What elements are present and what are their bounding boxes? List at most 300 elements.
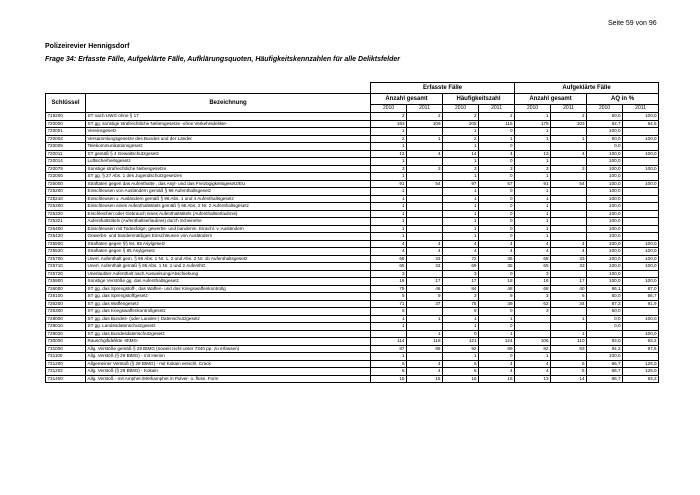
cell-value: 82 [515,345,551,353]
cell-desc: ST gg. das Sprengstoff-, das Waffen- und das Kriegswaffenkontrollg [86,285,371,293]
cell-value: 4 [515,360,551,368]
cell-value: 100,0 [587,180,623,188]
cell-value: 91 [515,180,551,188]
cell-value [623,158,659,166]
cell-value: 1 [371,173,407,181]
cell-value: 1 [515,203,551,211]
cell-key: 731202 [46,368,86,376]
cell-value: 16 [371,278,407,286]
cell-key: 731100 [46,353,86,361]
cell-value: 103 [551,120,587,128]
cell-value: 3 [515,270,551,278]
cell-value: 9 [407,293,443,301]
cell-value: 91 [371,180,407,188]
cell-desc: Luftsicherheitsgesetz [86,158,371,166]
cell-value: 1 [443,143,479,151]
cell-value: 100,0 [587,150,623,158]
cell-value: 68 [515,285,551,293]
cell-key: 720079 [46,165,86,173]
cell-desc: Rauschgiftdelikte -BtMG- [86,338,371,346]
table-row [46,210,659,218]
cell-value: 1 [371,225,407,233]
table-row [46,150,659,158]
cell-desc: Allg. Verstöß (§ 29 BtMG) - mit Heroin [86,353,371,361]
cell-value [551,210,587,218]
cell-value: 125,0 [623,368,659,376]
cell-value [407,188,443,196]
table-row [46,293,659,301]
cell-value: 5 [371,308,407,316]
cell-value: 1 [371,323,407,331]
cell-value: 1 [443,128,479,136]
cell-desc: Sonstige Verstöße gg. das Aufenthaltsgesetz [86,278,371,286]
cell-value [623,210,659,218]
cell-value [407,173,443,181]
cell-value: 3 [443,270,479,278]
cell-value: 1 [515,353,551,361]
cell-key: 725200 [46,188,86,196]
header-schluessel: Schlüssel [46,94,86,113]
cell-value: 75 [443,300,479,308]
cell-value: 1 [371,233,407,241]
cell-value: 4 [515,240,551,248]
cell-value [551,353,587,361]
cell-key: 725900 [46,278,86,286]
cell-value [407,323,443,331]
cell-value: 114 [371,338,407,346]
cell-value: 0,0 [587,315,623,323]
cell-value: 62 [515,300,551,308]
page-number: Seite 59 von 96 [608,20,657,27]
cell-value: 65 [515,263,551,271]
table-row [46,255,659,263]
table-row [46,263,659,271]
cell-value: 54 [407,180,443,188]
cell-value: 33 [551,255,587,263]
cell-value [623,173,659,181]
cell-key: 725500 [46,240,86,248]
cell-value: 4 [551,150,587,158]
cell-value: 100,0 [587,128,623,136]
cell-desc: Einschleusen v. Ausländern gemäß § 96 Abs. 1 und 4 Aufenthaltsgesetz [86,195,371,203]
cell-key: 725000 [46,180,86,188]
cell-desc: ST gg. Landesdatenschutzgesetz [86,323,371,331]
cell-value: 33 [407,263,443,271]
cell-value: 93,3 [623,375,659,383]
cell-value: 91,9 [623,300,659,308]
cell-desc: Allg. Verstoß (§ 29 BtMG) - Kokain [86,368,371,376]
cell-value: 0 [479,128,515,136]
cell-desc: Einschleusen von Ausländern gemäß § 96 Aufenthaltsgesetz [86,188,371,196]
cell-value: 100,0 [623,263,659,271]
cell-value: 0 [443,330,479,338]
cell-value: 100,0 [587,278,623,286]
cell-value: 3 [515,165,551,173]
cell-key: 722000 [46,173,86,181]
cell-key: 726200 [46,300,86,308]
table-row [46,360,659,368]
cell-value: 86,7 [587,375,623,383]
cell-value: 2 [371,135,407,143]
cell-value: 3 [443,293,479,301]
cell-value: 179 [515,120,551,128]
cell-value [551,225,587,233]
table-row [46,323,659,331]
cell-value: 1 [371,203,407,211]
org-name: Polizeirevier Hennigsdorf [45,43,130,50]
cell-value: 0 [479,233,515,241]
cell-value: 205 [443,120,479,128]
cell-value [623,143,659,151]
cell-value: 16 [515,278,551,286]
cell-value: 2 [443,135,479,143]
cell-value: 0 [479,210,515,218]
cell-desc: Unerl. Aufenthalt gemäß § 95 Abs. 1 Nr. 1 und 2 AufenthG [86,263,371,271]
cell-value: 0 [479,353,515,361]
cell-value: 17 [407,278,443,286]
table-row [46,285,659,293]
cell-value [407,195,443,203]
cell-value: 71 [371,300,407,308]
cell-value: 97,6 [623,345,659,353]
cell-value: 50,0 [587,113,623,121]
cell-key: 731200 [46,360,86,368]
cell-value: 46 [407,285,443,293]
cell-value: 4 [443,240,479,248]
cell-value: 3 [551,165,587,173]
cell-value: 16 [479,375,515,383]
cell-desc: Allg. Verstoß - mit Amphet./Methamphet in Pulver- o. flüss. Form [86,375,371,383]
cell-value: 1 [407,330,443,338]
cell-value: 124 [479,338,515,346]
cell-key: 725320 [46,210,86,218]
cell-value [551,218,587,226]
cell-value: 1 [515,113,551,121]
cell-desc: Vereinsgesetz [86,128,371,136]
cell-value [551,158,587,166]
cell-key: 731000 [46,345,86,353]
cell-value: 14 [443,150,479,158]
cell-value: 4 [407,150,443,158]
cell-value [551,233,587,241]
cell-value [551,173,587,181]
cell-desc: Sonstige strafrechtliche Nebengesetze [86,165,371,173]
cell-value: 100,0 [623,248,659,256]
cell-value [551,128,587,136]
cell-value: 4 [479,248,515,256]
cell-value: 50,0 [587,135,623,143]
cell-value: 4 [407,240,443,248]
cell-key: 720011 [46,150,86,158]
cell-value: 100,0 [587,233,623,241]
cell-value: 100,0 [587,218,623,226]
cell-key: 725520 [46,248,86,256]
cell-value: 1 [515,233,551,241]
cell-value: 93,0 [587,338,623,346]
cell-value: 33 [407,255,443,263]
cell-key: 730000 [46,338,86,346]
cell-value [551,143,587,151]
cell-value: 35 [479,263,515,271]
table-row [46,158,659,166]
cell-key: 728020 [46,330,86,338]
cell-key: 725420 [46,233,86,241]
cell-value: 118 [407,338,443,346]
cell-value: 193 [371,120,407,128]
cell-value [407,308,443,316]
table-row [46,240,659,248]
cell-value [407,143,443,151]
cell-value: 1 [443,210,479,218]
cell-value: 17 [443,278,479,286]
table-row [46,270,659,278]
cell-desc: ST gemäß § 4 Gewaltschutzgesetz [86,150,371,158]
cell-value: 13 [371,150,407,158]
cell-value: 1 [515,195,551,203]
cell-value: 1 [371,158,407,166]
table-row [46,203,659,211]
cell-value: 0 [479,203,515,211]
cell-value: 3 [443,165,479,173]
cell-value: 14 [551,375,587,383]
cell-key: 720014 [46,158,86,166]
cell-value: 2 [479,113,515,121]
header-bezeichnung: Bezeichnung [86,94,371,113]
header-haeufigkeit: Häufigkeitszahl [443,94,515,105]
cell-value: 3 [479,165,515,173]
header-anzahl-aufgeklaert: Anzahl gesamt [515,94,587,105]
cell-value [623,188,659,196]
cell-desc: ST gg. das Kriegswaffenkontrollgesetz [86,308,371,316]
cell-value: 0 [479,158,515,166]
cell-value: 60,0 [587,308,623,316]
cell-value: 100,0 [587,188,623,196]
cell-value [623,128,659,136]
table-row [46,308,659,316]
cell-value: 0 [479,225,515,233]
cell-value: 100,0 [623,180,659,188]
table-row [46,225,659,233]
header-year: 2011 [623,105,659,113]
cell-value [407,225,443,233]
cell-value: 85 [407,345,443,353]
cell-value [551,323,587,331]
cell-value: 1 [515,158,551,166]
table-row [46,218,659,226]
cell-value: 1 [479,135,515,143]
cell-value [515,143,551,151]
cell-value: 4 [479,150,515,158]
cell-value [407,353,443,361]
cell-value [551,308,587,316]
cell-value: 100,0 [587,225,623,233]
cell-value [407,210,443,218]
cell-key: 720009 [46,143,86,151]
cell-value: 94,5 [623,120,659,128]
cell-value: 4 [515,368,551,376]
cell-value: 100,0 [587,353,623,361]
cell-value: 100,0 [587,158,623,166]
cell-value: 3 [515,308,551,316]
cell-value: 18 [479,278,515,286]
cell-value: 65 [371,263,407,271]
cell-value: 4 [443,248,479,256]
cell-value [623,218,659,226]
cell-value: 100,0 [587,173,623,181]
cell-value: 5 [551,360,587,368]
cell-value: 0,0 [587,323,623,331]
cell-value: 100,0 [623,113,659,121]
cell-value: 1 [443,315,479,323]
cell-value [587,330,623,338]
cell-value: 1 [371,315,407,323]
header-year: 2011 [407,105,443,113]
cell-value: 4 [407,368,443,376]
cell-value: 100,0 [587,270,623,278]
cell-desc: Einschleusen mit Todesfolge; gewerbs- und bandenm. Einschl. v. Ausländern [86,225,371,233]
table-row [46,165,659,173]
cell-value: 92,7 [587,120,623,128]
cell-value: 79 [371,285,407,293]
table-row [46,330,659,338]
cell-value: 1 [515,225,551,233]
cell-value: 100,0 [623,165,659,173]
cell-value: 100,0 [587,210,623,218]
cell-desc: Unerl. Aufenthalt gem. § 95 Abs. 1 Nr. 1, 2 und Abs. 2 Nr. 1b Aufenthaltsgesetz [86,255,371,263]
cell-value [407,158,443,166]
cell-value: 1 [443,225,479,233]
cell-value [623,353,659,361]
cell-value: 1 [551,315,587,323]
cell-value: 1 [515,218,551,226]
header-year: 2010 [587,105,623,113]
table-row [46,248,659,256]
cell-value: 1 [443,353,479,361]
cell-value: 92 [443,345,479,353]
header-blank [46,83,371,94]
cell-value: 1 [443,218,479,226]
header-aufgeklaerte: Aufgeklärte Fälle [515,83,659,94]
cell-value: 83 [551,345,587,353]
cell-value: 84 [443,285,479,293]
cell-value: 1 [443,173,479,181]
table-row [46,128,659,136]
cell-value: 5 [551,368,587,376]
cell-value: 0 [479,195,515,203]
cell-value [407,233,443,241]
cell-value: 0 [479,218,515,226]
cell-value: 106 [515,338,551,346]
cell-value: 1 [443,195,479,203]
cell-value: 4 [371,248,407,256]
cell-value [623,270,659,278]
cell-key: 719200 [46,113,86,121]
cell-value [551,203,587,211]
cell-value: 100,0 [587,248,623,256]
cell-value: 4 [371,240,407,248]
statistics-table [45,82,659,383]
cell-value: 37 [407,300,443,308]
cell-desc: Gewerbs- und bandenmäßiges Einschleusen von Ausländern [86,233,371,241]
cell-value [515,330,551,338]
cell-value: 1 [407,135,443,143]
cell-value: 6 [443,360,479,368]
cell-value: 0 [479,308,515,316]
cell-key: 725300 [46,203,86,211]
cell-desc: Allgemeiner Verstoß (§ 29 BtMG) - mit Kokain einschl. Crack [86,360,371,368]
cell-value: 3 [407,165,443,173]
table-row [46,113,659,121]
cell-value: 13 [515,375,551,383]
table-row [46,195,659,203]
cell-desc: ST gg. das Bundes- (oder Landes-) Datenschutzgesetz [86,315,371,323]
cell-value: 0 [479,173,515,181]
header-year: 2011 [551,105,587,113]
cell-value: 1 [371,128,407,136]
cell-value: 1 [371,218,407,226]
cell-value: 3 [515,293,551,301]
cell-key: 725720 [46,270,86,278]
header-anzahl-erfasst: Anzahl gesamt [371,94,443,105]
cell-value: 100,0 [623,315,659,323]
cell-key: 725700 [46,255,86,263]
cell-value: 4 [407,360,443,368]
cell-value: 1 [515,128,551,136]
cell-value [623,225,659,233]
cell-value: 1 [443,323,479,331]
cell-desc: ST gg. das Bundesdatenschutzgesetz [86,330,371,338]
cell-value: 66,7 [587,360,623,368]
cell-key: 720001 [46,128,86,136]
cell-value: 57 [479,180,515,188]
header-year: 2010 [515,105,551,113]
cell-value: 110 [551,338,587,346]
cell-value: 68 [371,255,407,263]
header-erfasste: Erfasste Fälle [371,83,515,94]
cell-value: 66,7 [587,368,623,376]
cell-value: 0 [479,270,515,278]
cell-value [623,308,659,316]
cell-value: 15 [407,375,443,383]
table-row [46,120,659,128]
table-row [46,300,659,308]
cell-desc: Erschleichen oder Gebrauch eines Aufenthaltstitels (Aufenthaltserlaubnis) [86,210,371,218]
cell-value: 1 [551,330,587,338]
cell-desc: ST gg. § 27 Abs. 1 des Jugendschutzgesetzes [86,173,371,181]
table-row [46,353,659,361]
cell-value: 0 [479,188,515,196]
cell-value: 40 [551,285,587,293]
table-row [46,345,659,353]
cell-key: 720002 [46,135,86,143]
header-year: 2011 [479,105,515,113]
cell-value: 4 [407,248,443,256]
cell-key: 726300 [46,308,86,316]
table-row [46,180,659,188]
cell-value: 100,0 [623,240,659,248]
cell-desc: ST gg. sonstige strafrechtliche Nebengesetze -ohne Verkehrsdelikte- [86,120,371,128]
cell-value: 1 [443,203,479,211]
cell-value: 100,0 [623,150,659,158]
cell-value: 2 [443,113,479,121]
cell-value: 86,1 [587,285,623,293]
cell-desc: Straftaten gegen das Aufenthalts-, das Asyl- und das Freizügigkeitsgesetz/EU [86,180,371,188]
cell-value: 69 [443,263,479,271]
cell-value: 15 [371,375,407,383]
cell-value: 3 [371,270,407,278]
cell-value: 2 [551,113,587,121]
cell-key: 726000 [46,285,86,293]
